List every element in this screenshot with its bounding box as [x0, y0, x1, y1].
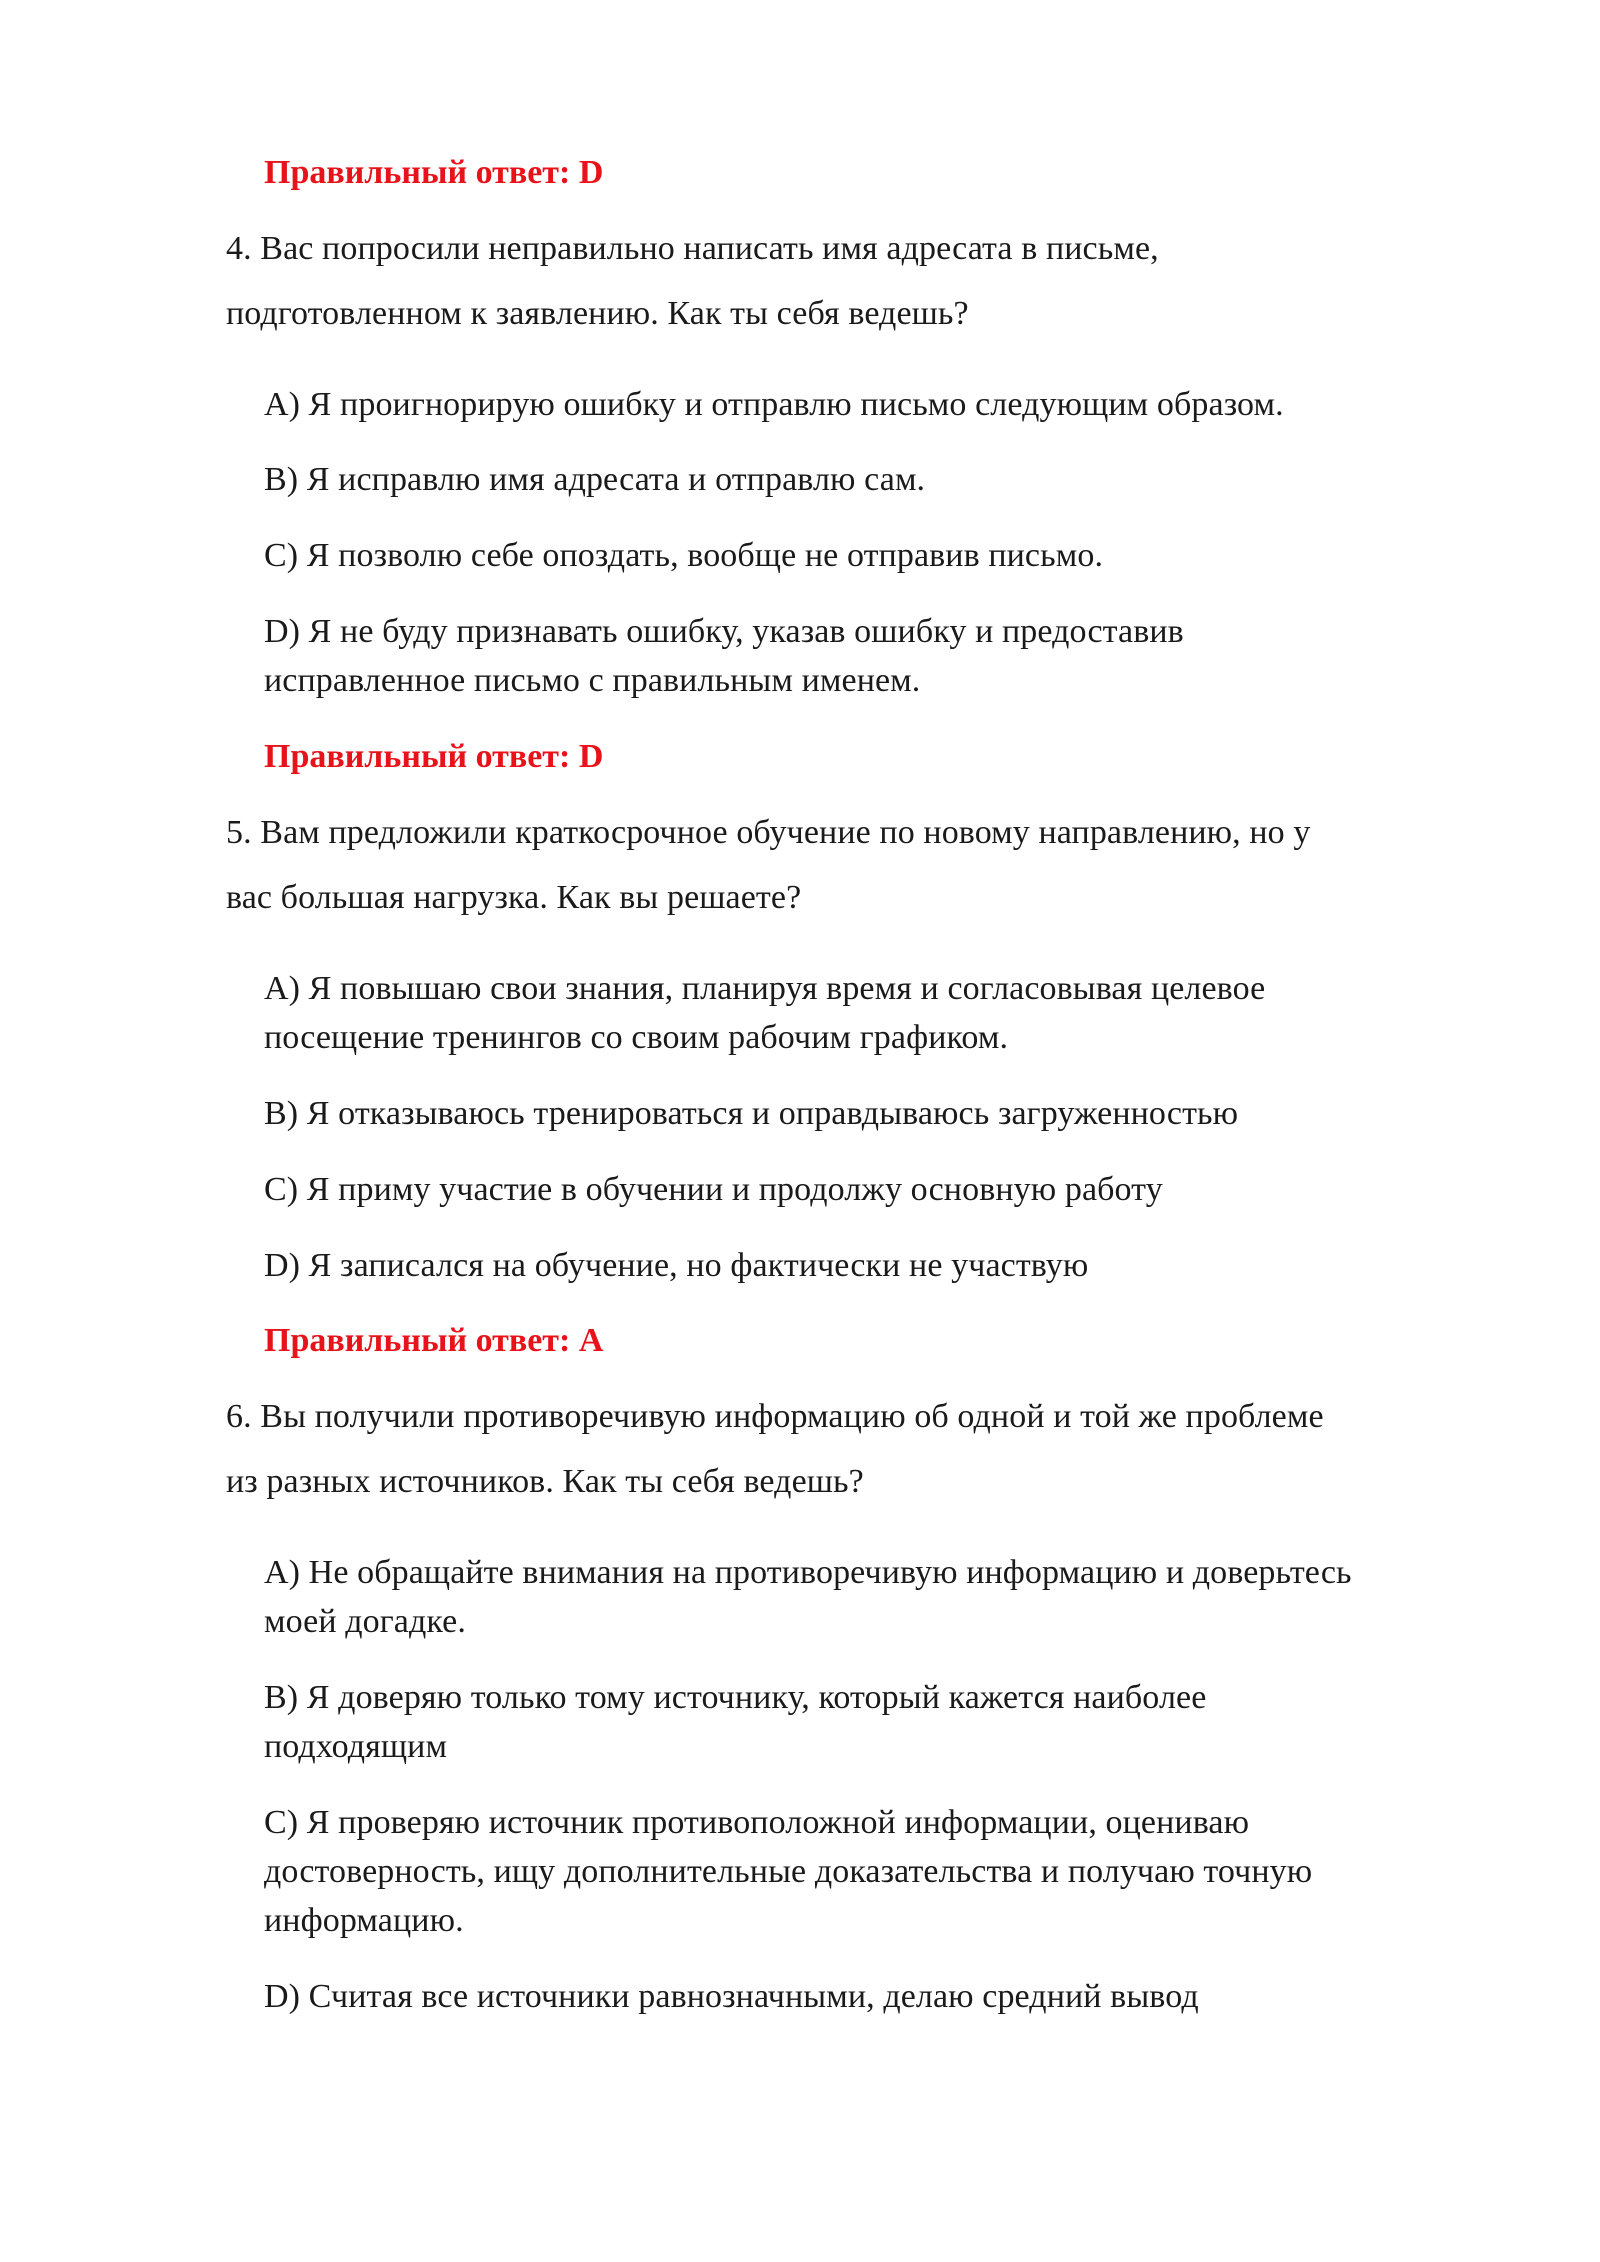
question-4-option-d-line-2: исправленное письмо с правильным именем.: [264, 662, 921, 699]
question-5-line-2: вас большая нагрузка. Как вы решаете?: [226, 879, 802, 916]
question-6-option-b-line-2: подходящим: [264, 1728, 448, 1765]
question-4-option-c: C) Я позволю себе опоздать, вообще не отправив письмо.: [264, 537, 1104, 574]
question-6-option-b-line-1: B) Я доверяю только тому источнику, который кажется наиболее: [264, 1679, 1207, 1716]
question-5-option-a-line-2: посещение тренингов со своим рабочим графиком.: [264, 1019, 1009, 1056]
question-4-option-d-line-1: D) Я не буду признавать ошибку, указав ошибку и предоставив: [264, 613, 1184, 650]
question-5-line-1: 5. Вам предложили краткосрочное обучение по новому направлению, но у: [226, 814, 1311, 851]
question-5-option-b: B) Я отказываюсь тренироваться и оправдываюсь загруженностью: [264, 1095, 1239, 1132]
question-6-option-a-line-1: A) Не обращайте внимания на противоречивую информацию и доверьтесь: [264, 1554, 1352, 1591]
correct-answer-3: Правильный ответ: D: [264, 154, 604, 191]
question-6-option-a-line-2: моей догадке.: [264, 1603, 466, 1640]
question-4-option-a: A) Я проигнорирую ошибку и отправлю письмо следующим образом.: [264, 386, 1284, 423]
question-4-line-2: подготовленном к заявлению. Как ты себя ведешь?: [226, 295, 969, 332]
question-6-option-c-line-2: достоверность, ищу дополнительные доказательства и получаю точную: [264, 1853, 1313, 1890]
question-4-option-b: B) Я исправлю имя адресата и отправлю сам.: [264, 461, 926, 498]
question-5-option-c: C) Я приму участие в обучении и продолжу основную работу: [264, 1171, 1163, 1208]
question-5-option-a-line-1: A) Я повышаю свои знания, планируя время и согласовывая целевое: [264, 970, 1266, 1007]
question-5-option-d: D) Я записался на обучение, но фактически не участвую: [264, 1247, 1089, 1284]
question-6-option-d: D) Считая все источники равнозначными, делаю средний вывод: [264, 1978, 1199, 2015]
question-6-option-c-line-3: информацию.: [264, 1902, 464, 1939]
question-6-option-c-line-1: C) Я проверяю источник противоположной информации, оцениваю: [264, 1804, 1250, 1841]
question-6-line-1: 6. Вы получили противоречивую информацию об одной и той же проблеме: [226, 1398, 1324, 1435]
question-6-line-2: из разных источников. Как ты себя ведешь?: [226, 1463, 864, 1500]
correct-answer-4: Правильный ответ: D: [264, 738, 604, 775]
question-4-line-1: 4. Вас попросили неправильно написать имя адресата в письме,: [226, 230, 1159, 267]
correct-answer-5: Правильный ответ: A: [264, 1322, 604, 1359]
